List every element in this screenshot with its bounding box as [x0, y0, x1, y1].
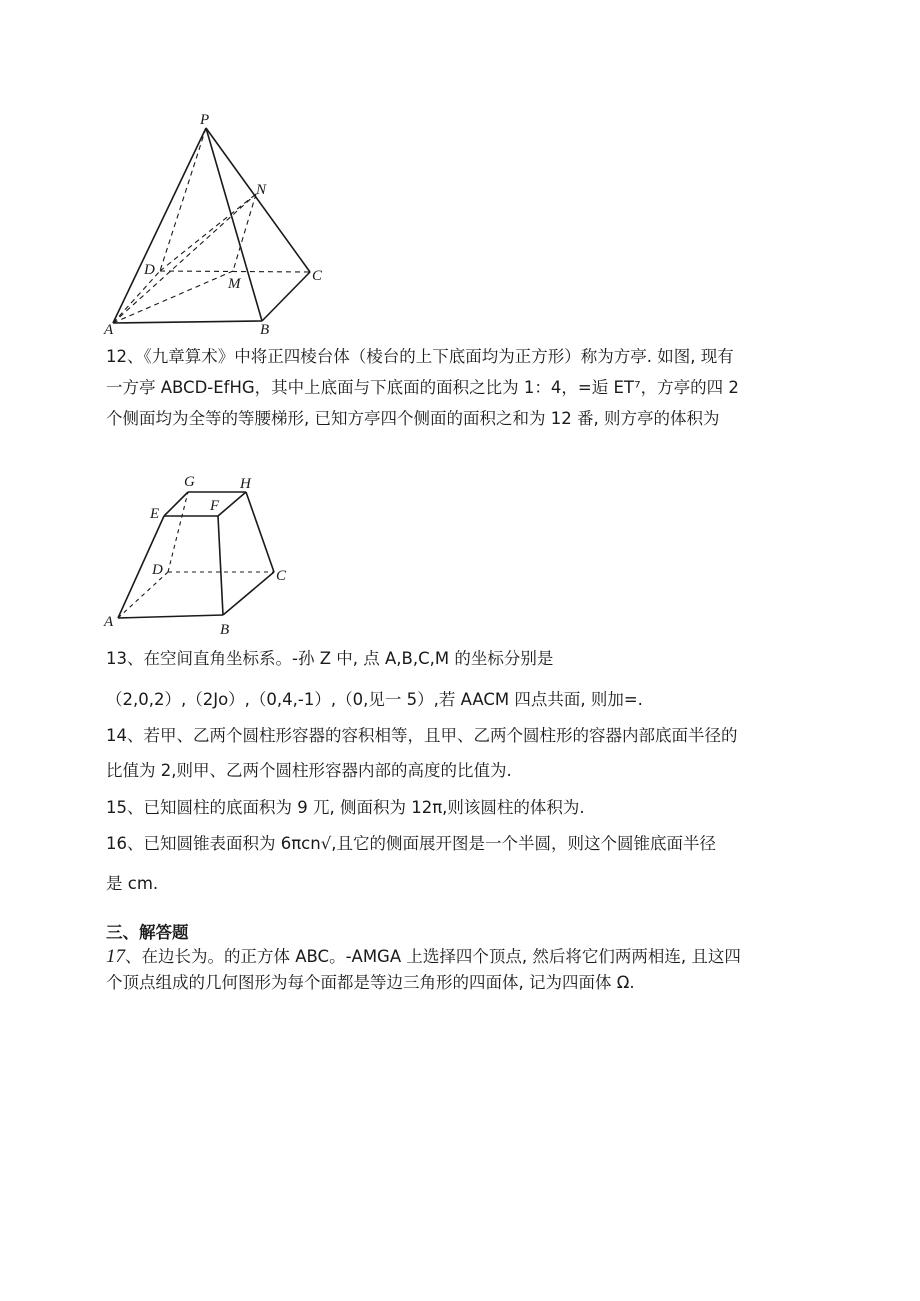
problem-17-line-1: [106, 946, 741, 968]
label-a: A: [104, 614, 114, 630]
label-c: C: [312, 268, 323, 284]
problem-13-line-2: （2,0,2）,（2Jo）,（0,4,-1）,（0,见一 5）,若 AACM 四点共面, 则加=.: [106, 690, 643, 709]
edge-pd: [160, 128, 206, 271]
label-m: M: [228, 276, 241, 292]
label-d: D: [144, 262, 155, 278]
label-c: C: [276, 568, 287, 584]
edge-dg: [168, 492, 188, 572]
edge-pc: [206, 128, 310, 272]
edge-ab: [113, 321, 262, 323]
label-b: B: [220, 622, 230, 638]
edge-ch: [246, 492, 274, 572]
edge-dc: [160, 271, 310, 272]
edge-am: [113, 271, 233, 323]
frustum-figure: [100, 470, 300, 640]
label-h: H: [240, 476, 251, 492]
problem-14-line-1: 14、若甲、乙两个圆柱形容器的容积相等，且甲、乙两个圆柱形的容器内部底面半径的: [106, 726, 738, 745]
edge-ad: [113, 271, 160, 323]
problem-13-line-1: 13、在空间直角坐标系。-孙 Z 中, 点 A,B,C,M 的坐标分别是: [106, 649, 554, 668]
label-a: A: [104, 322, 114, 338]
edge-eg: [164, 492, 188, 516]
label-b: B: [260, 322, 270, 338]
label-f: F: [210, 498, 220, 514]
problem-16-line-2: 是 cm.: [106, 874, 159, 893]
edge-bf: [218, 516, 223, 615]
problem-14-line-2: 比值为 2,则甲、乙两个圆柱形容器内部的高度的比值为.: [106, 761, 512, 780]
edge-fh: [218, 492, 246, 516]
edge-ad: [118, 572, 168, 618]
problem-17-number: 17: [106, 946, 125, 967]
edge-bc: [223, 572, 274, 615]
problem-17-line-2: 个顶点组成的几何图形为每个面都是等边三角形的四面体, 记为四面体 Ω.: [106, 973, 635, 992]
label-p: P: [200, 112, 210, 128]
label-d: D: [152, 562, 163, 578]
label-e: E: [150, 506, 160, 522]
problem-12-line-3: 个侧面均为全等的等腰梯形, 已知方亭四个侧面的面积之和为 12 番, 则方亭的体积为: [106, 409, 720, 428]
edge-bc: [262, 272, 310, 321]
edge-pa: [113, 128, 206, 323]
label-n: N: [256, 182, 267, 198]
problem-15-line-1: 15、已知圆柱的底面积为 9 兀, 侧面积为 12π,则该圆柱的体积为.: [106, 798, 585, 817]
edge-an: [113, 194, 256, 323]
problem-12-line-2: 一方亭 ABCD-EfHG，其中上底面与下底面的面积之比为 1：4，=逅 ET⁷，方亭的四 2: [106, 378, 739, 397]
edge-pb: [206, 128, 262, 321]
edge-dn: [160, 194, 256, 271]
problem-16-line-1: 16、已知圆锥表面积为 6πcn√,且它的侧面展开图是一个半圆，则这个圆锥底面半径: [106, 834, 716, 853]
edge-ab: [118, 615, 223, 618]
problem-12-line-1: 12、《九章算术》中将正四棱台体（棱台的上下底面均为正方形）称为方亭. 如图, 现有: [106, 347, 734, 366]
section-3-title: 三、解答题: [106, 923, 189, 942]
problem-17-line-1-text: 、在边长为。的正方体 ABC。-AMGA 上选择四个顶点, 然后将它们两两相连, 且这四: [125, 947, 741, 966]
pyramid-figure: [100, 108, 335, 338]
label-g: G: [184, 474, 195, 490]
